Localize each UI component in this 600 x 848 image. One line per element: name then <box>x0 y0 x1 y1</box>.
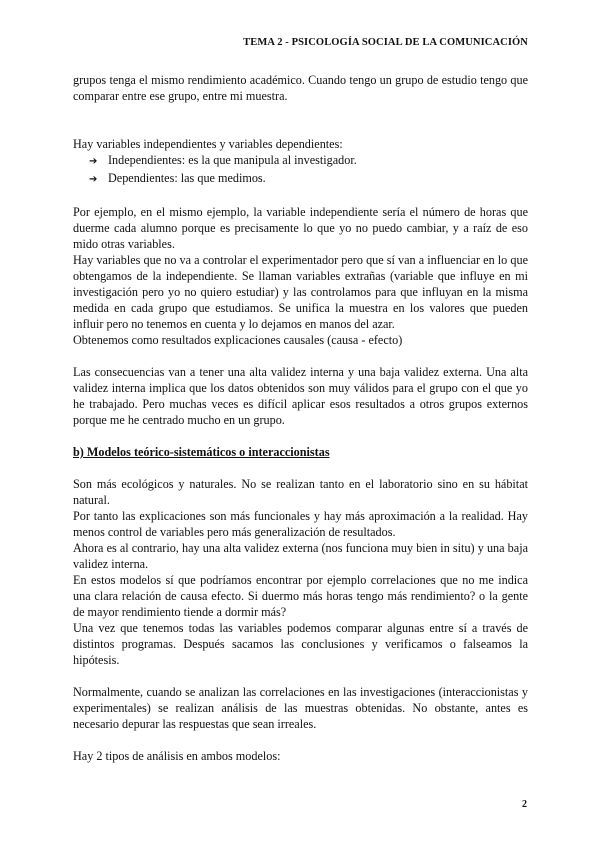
page-header: TEMA 2 - PSICOLOGÍA SOCIAL DE LA COMUNICACIÓN <box>243 37 528 48</box>
list-item <box>89 170 528 188</box>
paragraph-analysis: Normalmente, cuando se analizan las correlaciones en las investigaciones (interaccionistas y experimentales) se realizan análisis de las muestras obtenidas. No obstante, antes es necesario depurar las respuestas que sean irreales. <box>73 685 528 731</box>
list-item <box>89 152 528 170</box>
spacer <box>73 732 528 748</box>
paragraph-external-validity: Ahora es al contrario, hay una alta validez externa (nos funciona muy bien in situ) y una baja validez interna. <box>73 541 528 571</box>
spacer <box>73 668 528 684</box>
paragraph-extraneous-variables: Hay variables que no va a controlar el experimentador pero que sí van a influenciar en lo que obtengamos de la independiente. Se llaman variables extrañas (variable que influye en mi investigación pero yo no quiero estudiar) y las controlamos para que influyan en la misma medida en cada grupo que estudiamos. Se unifica la muestra en los valores que pueden influir pero no tenemos en cuenta y lo dejamos en manos del azar. <box>73 253 528 331</box>
paragraph-validity: Las consecuencias van a tener una alta validez interna y una baja validez externa. Una alta validez interna implica que los datos obtenidos son muy válidos para el grupo con el que yo he trabajado. Pero muchas veces es difícil aplicar esos resultados a otros grupos externos porque me he centrado mucho en un grupo. <box>73 365 528 427</box>
arrow-right-icon: ➔ <box>89 174 98 185</box>
paragraph-hypothesis: Una vez que tenemos todas las variables podemos comparar algunas entre sí a través de distintos programas. Después sacamos las conclusiones y verificamos o falseamos la hipótesis. <box>73 621 528 667</box>
list-item-text: Dependientes: las que medimos. <box>108 171 266 185</box>
spacer <box>73 188 528 204</box>
paragraph-example: Por ejemplo, en el mismo ejemplo, la variable independiente sería el número de horas que duerme cada alumno porque es precisamente lo que yo no puedo cambiar, y a raíz de eso mido otras variables. <box>73 205 528 251</box>
variables-list <box>73 152 528 188</box>
paragraph-continuation: grupos tenga el mismo rendimiento académico. Cuando tengo un grupo de estudio tengo que comparar entre ese grupo, entre mi muestra. <box>73 73 528 103</box>
list-item-text: Independientes: es la que manipula al investigador. <box>108 153 357 167</box>
paragraph-causal-results: Obtenemos como resultados explicaciones causales (causa - efecto) <box>73 333 403 347</box>
spacer <box>73 428 528 444</box>
paragraph-ecological: Son más ecológicos y naturales. No se realizan tanto en el laboratorio sino en su hábitat natural. <box>73 477 528 507</box>
paragraph-variables-intro: Hay variables independientes y variables dependientes: <box>73 137 343 151</box>
paragraph-analysis-types: Hay 2 tipos de análisis en ambos modelos: <box>73 749 281 763</box>
spacer <box>73 104 528 136</box>
arrow-right-icon: ➔ <box>89 156 98 167</box>
paragraph-functional: Por tanto las explicaciones son más funcionales y hay más aproximación a la realidad. Hay menos control de variables pero más generalización de resultados. <box>73 509 528 539</box>
document-body <box>73 72 528 764</box>
spacer <box>73 460 528 476</box>
section-heading: b) Modelos teórico-sistemáticos o interaccionistas <box>73 445 330 459</box>
spacer <box>73 348 528 364</box>
paragraph-correlations: En estos modelos sí que podríamos encontrar por ejemplo correlaciones que no me indica una clara relación de causa efecto. Si duermo más horas tengo más rendimiento? o la gente de mayor rendimiento tiende a dormir más? <box>73 573 528 619</box>
page-number: 2 <box>522 799 527 810</box>
